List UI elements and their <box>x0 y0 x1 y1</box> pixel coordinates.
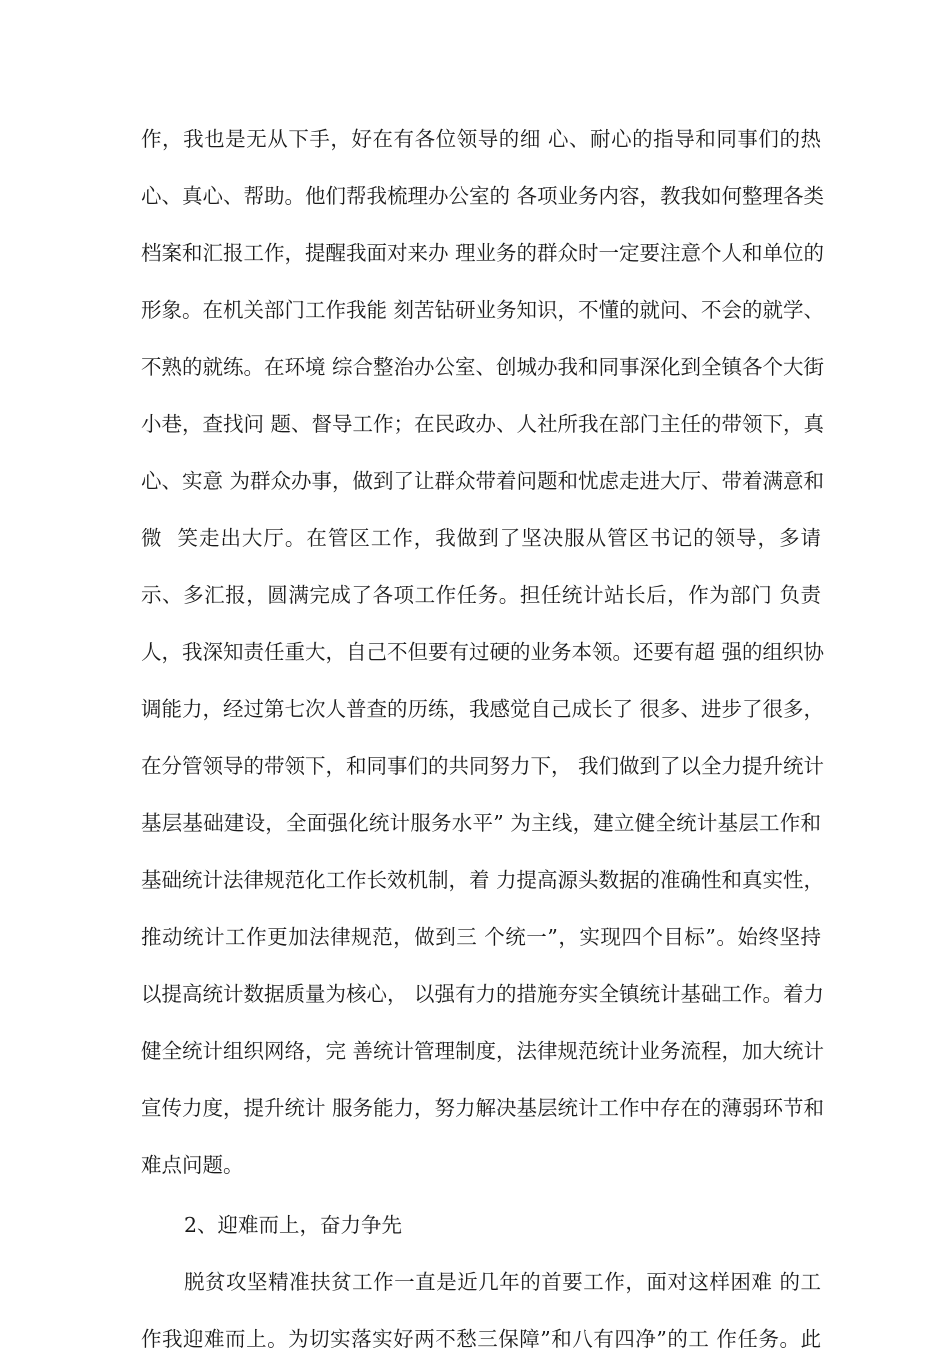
text-line: 健全统计组织网络，完 善统计管理制度，法律规范统计业务流程，加大统计 <box>141 1039 825 1063</box>
text-line: 心、实意 为群众办事，做到了让群众带着问题和忧虑走进大厅、带着满意和 <box>141 469 825 493</box>
text-line: 宣传力度，提升统计 服务能力，努力解决基层统计工作中存在的薄弱环节和 <box>141 1096 825 1120</box>
text-line: 基础统计法律规范化工作长效机制，着 力提高源头数据的准确性和真实性， <box>141 868 825 892</box>
text-line: 推动统计工作更加法律规范，做到三 个统一”，实现四个目标”。始终坚持 <box>141 925 821 949</box>
text-line: 心、真心、帮助。他们帮我梳理办公室的 各项业务内容，教我如何整理各类 <box>141 184 825 208</box>
text-line: 在分管领导的带领下，和同事们的共同努力下， 我们做到了以全力提升统计 <box>141 754 825 778</box>
text-line: 不熟的就练。在环境 综合整治办公室、创城办我和同事深化到全镇各个大街 <box>141 355 825 379</box>
text-line: 作，我也是无从下手，好在有各位领导的细 心、耐心的指导和同事们的热 <box>141 127 821 151</box>
text-line: 难点问题。 <box>141 1153 244 1177</box>
text-line: 作我迎难而上。为切实落实好两不愁三保障”和八有四净”的工 作任务。此 <box>141 1327 821 1351</box>
text-line: 小巷，查找问 题、督导工作；在民政办、人社所我在部门主任的带领下，真 <box>141 412 825 436</box>
text-line: 形象。在机关部门工作我能 刻苦钻研业务知识，不懂的就问、不会的就学、 <box>141 298 825 322</box>
text-line: 档案和汇报工作，提醒我面对来办 理业务的群众时一定要注意个人和单位的 <box>141 241 825 265</box>
text-line: 调能力，经过第七次人普查的历练，我感觉自己成长了 很多、进步了很多， <box>141 697 825 721</box>
text-line: 示、多汇报，圆满完成了各项工作任务。担任统计站长后，作为部门 负责 <box>141 583 821 607</box>
text-line: 脱贫攻坚精准扶贫工作一直是近几年的首要工作，面对这样困难 的工 <box>184 1270 821 1294</box>
text-line: 微 笑走出大厅。在管区工作，我做到了坚决服从管区书记的领导，多请 <box>141 526 821 550</box>
text-line: 以提高统计数据质量为核心， 以强有力的措施夯实全镇统计基础工作。着力 <box>141 982 825 1006</box>
text-line: 人，我深知责任重大，自己不但要有过硬的业务本领。还要有超 强的组织协 <box>141 640 825 664</box>
section-heading: 2、迎难而上，奋力争先 <box>184 1213 403 1237</box>
text-line: 基层基础建设，全面强化统计服务水平” 为主线，建立健全统计基层工作和 <box>141 811 821 835</box>
